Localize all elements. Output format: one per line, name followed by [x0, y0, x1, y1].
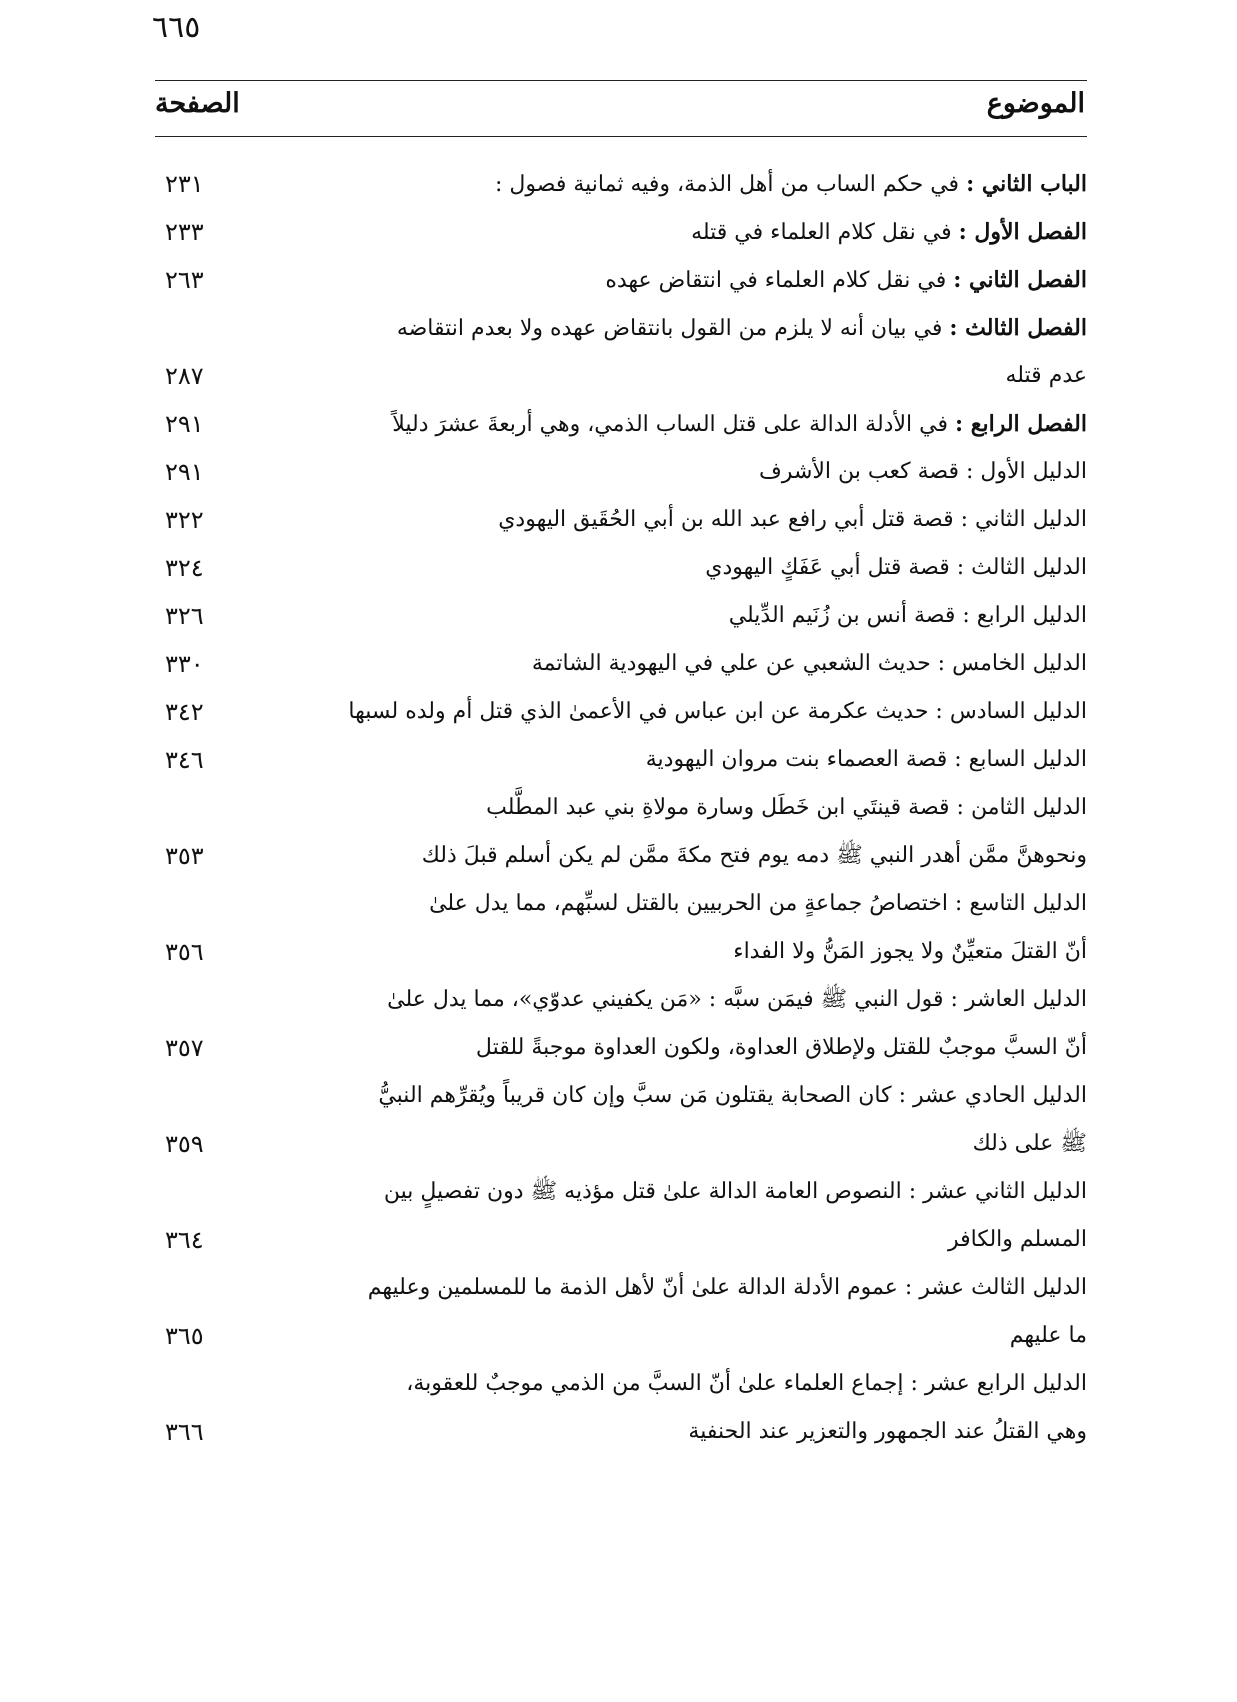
toc-entry: [155, 256, 1087, 304]
toc-page-number: ٣٥٣: [165, 842, 204, 870]
header-rule-bottom: [155, 136, 1087, 137]
toc-entry-text: أنّ القتلَ متعيِّنٌ ولا يجوز المَنُّ ولا الفداء: [733, 939, 1087, 964]
toc-page-number: ٣٢٦: [165, 602, 204, 630]
toc-entry-line: [155, 928, 1087, 976]
toc-entry-line: [155, 1264, 1087, 1312]
toc-entry-label: الباب الثاني :: [966, 171, 1087, 197]
toc-entry: [155, 880, 1087, 976]
toc-entry-line: [155, 1120, 1087, 1168]
toc-entry: [155, 784, 1087, 880]
toc-entry-text: الدليل الثاني : قصة قتل أبي رافع عبد الله بن أبي الحُقَيق اليهودي: [498, 507, 1087, 532]
toc-page-number: ٣٣٠: [165, 650, 204, 678]
toc-entry-line: [155, 1072, 1087, 1120]
toc-page-number: ٣٥٩: [165, 1130, 204, 1158]
toc-entry-text: الدليل الرابع : قصة أنس بن زُنَيم الدِّيلي: [728, 603, 1087, 628]
header-rule-top: [155, 80, 1087, 81]
toc-entry: [155, 400, 1087, 448]
page-column-header: الصفحة: [155, 88, 240, 119]
toc-entry-label: الفصل الأول :: [958, 219, 1087, 245]
toc-entry: [155, 448, 1087, 496]
toc-entry-line: [155, 496, 1087, 544]
table-of-contents: [155, 160, 1087, 1456]
toc-entry-line: [155, 1312, 1087, 1360]
toc-page-number: ٢٦٣: [165, 266, 204, 294]
toc-entry: [155, 688, 1087, 736]
toc-entry: [155, 160, 1087, 208]
toc-page-number: ٣٦٤: [165, 1226, 204, 1254]
toc-page-number: ٣٥٧: [165, 1034, 204, 1062]
toc-entry-text: الدليل الأول : قصة كعب بن الأشرف: [759, 459, 1087, 484]
toc-entry-line: [155, 304, 1087, 352]
toc-entry-text: الدليل الثامن : قصة قينتَي ابن خَطَل وسارة مولاةِ بني عبد المطَّلب: [486, 795, 1087, 820]
toc-entry-text: الدليل الثالث : قصة قتل أبي عَفَكٍ اليهودي: [705, 555, 1087, 580]
toc-entry: [155, 976, 1087, 1072]
toc-entry: [155, 640, 1087, 688]
toc-page-number: ٢٩١: [165, 458, 204, 486]
toc-entry: [155, 1168, 1087, 1264]
page-number: ٦٦٥: [152, 10, 201, 45]
toc-entry-text: الدليل الحادي عشر : كان الصحابة يقتلون مَن سبَّ وإن كان قريباً ويُقرِّهم النبيُّ: [378, 1083, 1087, 1108]
toc-entry-line: [155, 544, 1087, 592]
toc-entry-line: [155, 160, 1087, 208]
toc-entry: [155, 1264, 1087, 1360]
toc-entry-text: الدليل السادس : حديث عكرمة عن ابن عباس في الأعمىٰ الذي قتل أم ولده لسبها: [348, 699, 1087, 724]
toc-page-number: ٢٣٣: [165, 218, 204, 246]
toc-entry-line: [155, 736, 1087, 784]
toc-entry-label: الفصل الثاني :: [953, 267, 1087, 293]
toc-entry-line: [155, 592, 1087, 640]
toc-entry-label: الفصل الرابع :: [954, 411, 1087, 437]
toc-page-number: ٣٤٢: [165, 698, 204, 726]
toc-entry-line: [155, 1168, 1087, 1216]
toc-entry-line: [155, 1360, 1087, 1408]
toc-entry: [155, 208, 1087, 256]
toc-entry-text: الدليل التاسع : اختصاصُ جماعةٍ من الحربيين بالقتل لسبِّهم، مما يدل علىٰ: [429, 891, 1087, 916]
topic-column-header: الموضوع: [986, 88, 1085, 119]
toc-entry: [155, 736, 1087, 784]
toc-entry-text: وهي القتلُ عند الجمهور والتعزير عند الحنفية: [688, 1419, 1087, 1444]
toc-entry-text: ما عليهم: [1009, 1323, 1087, 1348]
toc-page-number: ٢٩١: [165, 410, 204, 438]
toc-page-number: ٣٦٦: [165, 1418, 204, 1446]
toc-entry-line: [155, 880, 1087, 928]
toc-page-number: ٣٤٦: [165, 746, 204, 774]
toc-page-number: ٣٥٦: [165, 938, 204, 966]
toc-entry: [155, 496, 1087, 544]
toc-entry-text: الدليل الثالث عشر : عموم الأدلة الدالة علىٰ أنّ لأهل الذمة ما للمسلمين وعليهم: [367, 1275, 1087, 1300]
toc-page-number: ٣٢٢: [165, 506, 204, 534]
toc-entry-text: أنّ السبَّ موجبٌ للقتل ولإطلاق العداوة، ولكون العداوة موجبةً للقتل: [475, 1035, 1087, 1060]
toc-entry-line: [155, 832, 1087, 880]
toc-entry-line: [155, 1216, 1087, 1264]
toc-entry: [155, 1360, 1087, 1456]
toc-entry: [155, 592, 1087, 640]
toc-entry-text: في نقل كلام العلماء في انتقاض عهده: [605, 268, 947, 293]
toc-entry-text: الدليل السابع : قصة العصماء بنت مروان اليهودية: [645, 747, 1087, 772]
toc-entry: [155, 544, 1087, 592]
toc-entry-line: [155, 400, 1087, 448]
toc-entry: [155, 304, 1087, 400]
toc-entry-text: عدم قتله: [1005, 363, 1087, 388]
toc-entry-text: الدليل الثاني عشر : النصوص العامة الدالة علىٰ قتل مؤذيه ﷺ دون تفصيلٍ بين: [383, 1179, 1087, 1204]
toc-entry-line: [155, 976, 1087, 1024]
toc-entry-line: [155, 256, 1087, 304]
toc-entry-text: في نقل كلام العلماء في قتله: [691, 220, 952, 245]
toc-entry-text: الدليل العاشر : قول النبي ﷺ فيمَن سبَّه : «مَن يكفيني عدوّي»، مما يدل علىٰ: [387, 987, 1087, 1012]
toc-entry-text: المسلم والكافر: [947, 1227, 1087, 1252]
toc-entry-line: [155, 1408, 1087, 1456]
toc-entry-line: [155, 352, 1087, 400]
toc-entry-line: [155, 448, 1087, 496]
toc-entry-line: [155, 688, 1087, 736]
toc-page-number: ٣٦٥: [165, 1322, 204, 1350]
toc-entry-line: [155, 1024, 1087, 1072]
toc-entry-line: [155, 208, 1087, 256]
toc-entry-text: ﷺ على ذلك: [972, 1131, 1087, 1156]
toc-entry-text: في حكم الساب من أهل الذمة، وفيه ثمانية فصول :: [495, 172, 960, 197]
toc-page-number: ٣٢٤: [165, 554, 204, 582]
toc-entry-text: ونحوهنَّ ممَّن أهدر النبي ﷺ دمه يوم فتح مكةَ ممَّن لم يكن أسلم قبلَ ذلك: [421, 843, 1087, 868]
toc-page-number: ٢٨٧: [165, 362, 204, 390]
toc-entry-line: [155, 640, 1087, 688]
toc-entry-text: في الأدلة الدالة على قتل الساب الذمي، وهي أربعةَ عشرَ دليلاً: [392, 412, 948, 437]
toc-entry-line: [155, 784, 1087, 832]
toc-page-number: ٢٣١: [165, 170, 204, 198]
toc-entry: [155, 1072, 1087, 1168]
toc-entry-text: الدليل الخامس : حديث الشعبي عن علي في اليهودية الشاتمة: [531, 651, 1087, 676]
toc-entry-label: الفصل الثالث :: [949, 315, 1087, 341]
toc-entry-text: الدليل الرابع عشر : إجماع العلماء علىٰ أنّ السبَّ من الذمي موجبٌ للعقوبة،: [406, 1371, 1087, 1396]
toc-entry-text: في بيان أنه لا يلزم من القول بانتقاض عهده ولا بعدم انتقاضه: [396, 316, 943, 341]
